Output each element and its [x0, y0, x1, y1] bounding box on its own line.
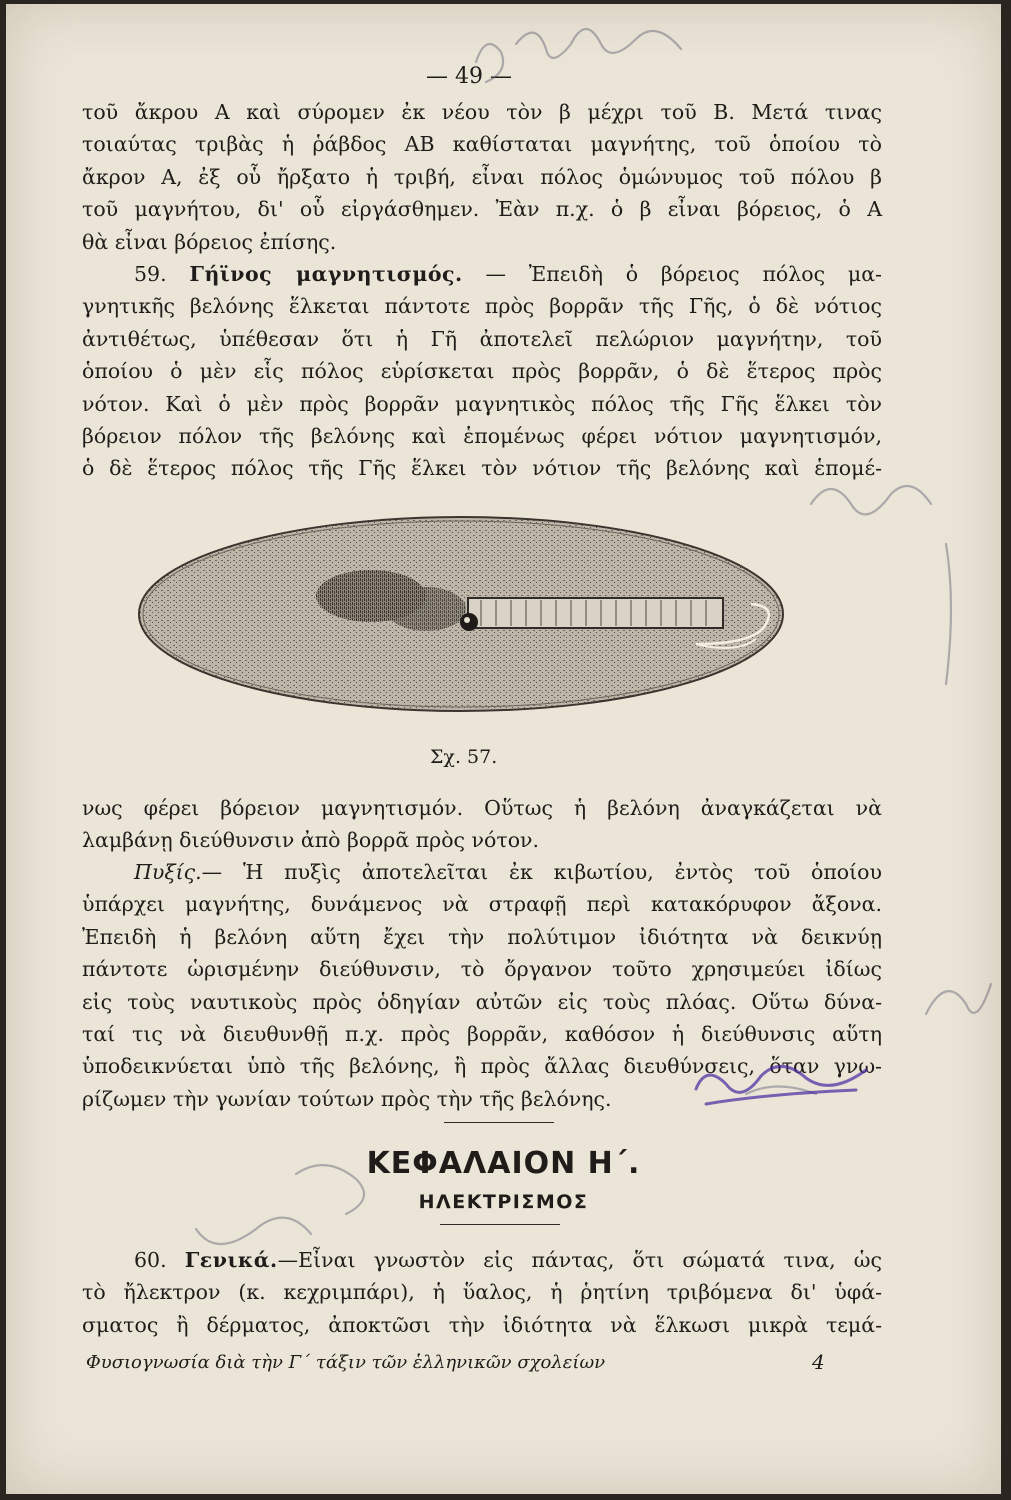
text-line: πάντοτε ὡρισμένην διεύθυνσιν, τὸ ὄργανον τοῦτο χρησιμεύει ἰδίως: [82, 957, 882, 982]
section-number: 60.: [134, 1248, 167, 1272]
figure-caption: Σχ. 57.: [430, 746, 498, 768]
text-line: Ἐπειδὴ ἡ βελόνη αὕτη ἔχει τὴν πολύτιμον ἰδιότητα νὰ δεικνύῃ: [82, 924, 882, 949]
running-footer: Φυσιογνωσία διὰ τὴν Γ΄ τάξιν τῶν ἑλληνικῶν σχολείων: [86, 1352, 606, 1373]
text-line: — Ἡ πυξὶς ἀποτελεῖται ἐκ κιβωτίου, ἐντὸς τοῦ ὁποίου: [201, 860, 882, 884]
text-line: τοῦ μαγνήτου, δι' οὗ εἰργάσθημεν. Ἐὰν π.χ. ὁ β εἶναι βόρειος, ὁ Α: [82, 197, 882, 222]
text-line: γνητικῆς βελόνης ἕλκεται πάντοτε πρὸς βορρᾶν τῆς Γῆς, ὁ δὲ νότιος: [82, 294, 882, 319]
text-line: τοῦ ἄκρου Α καὶ σύρομεν ἐκ νέου τὸν β μέχρι τοῦ Β. Μετά τινας: [82, 100, 882, 124]
text-line: νότον. Καὶ ὁ μὲν πρὸς βορρᾶν μαγνητικὸς πόλος τῆς Γῆς ἕλκει τὸν: [82, 391, 882, 416]
section-title: Γενικά.: [184, 1248, 278, 1272]
text-line: σματος ἢ δέρματος, ἀποκτῶσι τὴν ἰδιότητα νὰ ἕλκωσι μικρὰ τεμά-: [82, 1312, 882, 1337]
chapter-subheading: ΗΛΕΚΤΡΙΣΜΟΣ: [418, 1191, 589, 1213]
text-line: ἄκρον Α, ἐξ οὗ ἤρξατο ἡ τριβή, εἶναι πόλος ὁμώνυμος τοῦ πόλου β: [82, 164, 882, 189]
text-line: ὑποδεικνύεται ὑπὸ τῆς βελόνης, ἢ πρὸς ἄλλας διευθύνσεις, ὅταν γνω-: [82, 1054, 882, 1079]
chapter-heading: ΚΕΦΑΛΑΙΟΝ Η΄.: [366, 1146, 641, 1181]
text-line: ἀντιθέτως, ὑπέθεσαν ὅτι ἡ Γῆ ἀποτελεῖ πελώριον μαγνήτην, τοῦ: [82, 326, 882, 351]
handwritten-marginalia: [6, 4, 1001, 1494]
text-line: ὁ δὲ ἕτερος πόλος τῆς Γῆς ἕλκει τὸν νότιον τῆς βελόνης καὶ ἑπομέ-: [82, 456, 882, 481]
text-line: βόρειον πόλον τῆς βελόνης καὶ ἑπομένως φέρει νότιον μαγνητισμόν,: [82, 424, 882, 449]
section-title: Γήϊνος μαγνητισμός.: [189, 262, 463, 286]
text-line: τὸ ἤλεκτρον (κ. κεχριμπάρι), ἡ ὕαλος, ἡ ῥητίνη τριβόμενα δι' ὑφά-: [82, 1280, 882, 1305]
section-number: 59.: [134, 262, 167, 286]
text-line: θὰ εἶναι βόρειος ἐπίσης.: [82, 229, 337, 254]
text-line: — Ἐπειδὴ ὁ βόρειος πόλος μα-: [485, 262, 882, 286]
text-line: ὁποίου ὁ μὲν εἷς πόλος εὑρίσκεται πρὸς βορρᾶν, ὁ δὲ ἕτερος πρὸς: [82, 359, 882, 384]
text-line: —Εἶναι γνωστὸν εἰς πάντας, ὅτι σώματά τινα, ὡς: [277, 1248, 882, 1272]
text-line: ταί τις νὰ διευθυνθῇ π.χ. πρὸς βορρᾶν, καθόσον ἡ διεύθυνσις αὕτη: [82, 1022, 882, 1047]
book-page: [6, 4, 1001, 1494]
page-number: — 49 —: [426, 64, 512, 89]
text-line: ὑπάρχει μαγνήτης, δυνάμενος νὰ στραφῇ περὶ κατακόρυφον ἄξονα.: [82, 892, 882, 917]
text-line: νως φέρει βόρειον μαγνητισμόν. Οὕτως ἡ βελόνη ἀναγκάζεται νὰ: [82, 796, 882, 820]
signature-mark: 4: [812, 1350, 825, 1374]
text-line: λαμβάνῃ διεύθυνσιν ἀπὸ βορρᾶ πρὸς νότον.: [82, 828, 540, 853]
subsection-label: Πυξίς.: [134, 860, 202, 884]
text-line: τοιαύτας τριβὰς ἡ ῥάβδος ΑΒ καθίσταται μαγνήτης, τοῦ ὁποίου τὸ: [82, 132, 882, 157]
text-line: ρίζωμεν τὴν γωνίαν τούτων πρὸς τὴν τῆς βελόνης.: [82, 1086, 612, 1111]
text-line: εἰς τοὺς ναυτικοὺς πρὸς ὁδηγίαν αὐτῶν εἰς τοὺς πλόας. Οὕτω δύνα-: [82, 989, 882, 1014]
